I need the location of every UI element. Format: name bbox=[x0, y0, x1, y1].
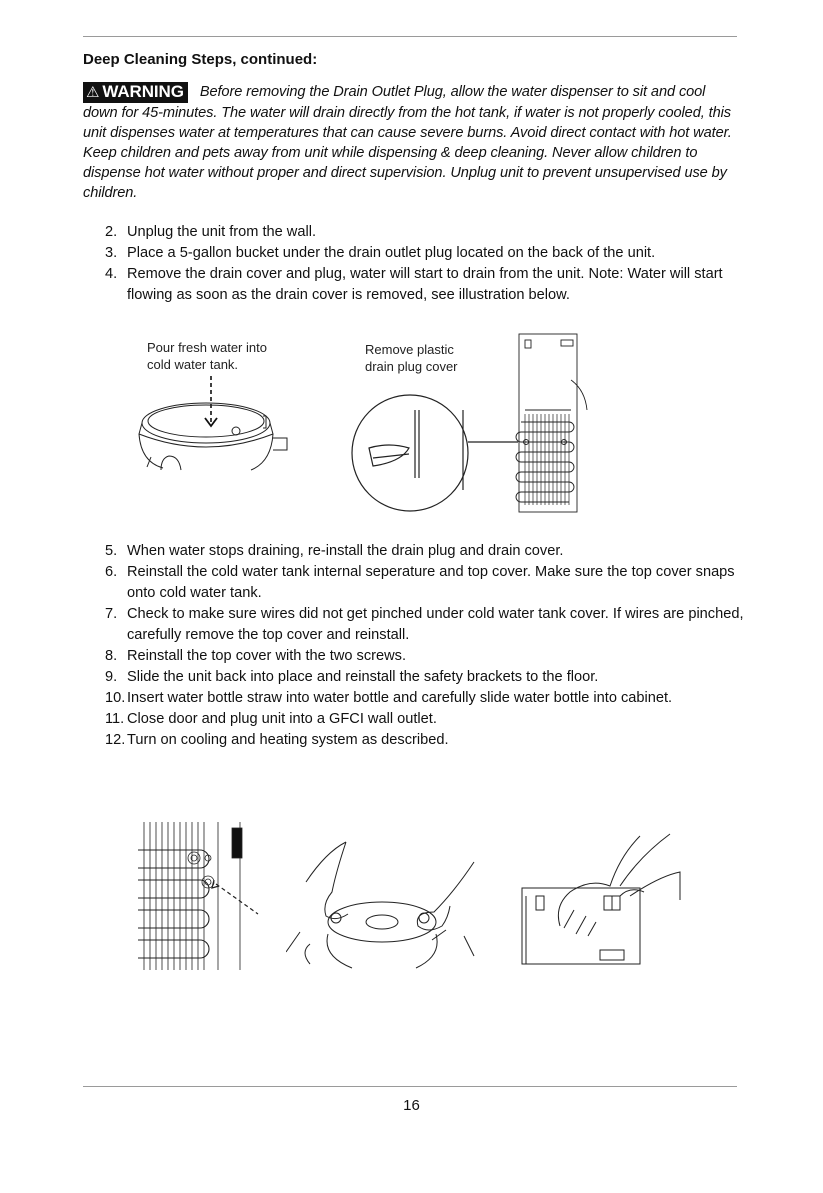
step-number: 2. bbox=[105, 224, 118, 240]
step-number: 6. bbox=[105, 564, 118, 580]
step-item bbox=[105, 222, 745, 243]
steps-list-b bbox=[105, 541, 745, 751]
step-item bbox=[105, 688, 745, 709]
step-item bbox=[105, 604, 745, 646]
step-item bbox=[105, 730, 745, 751]
step-number: 3. bbox=[105, 245, 118, 261]
drain-illustration bbox=[133, 330, 603, 520]
step-text: Check to make sure wires did not get pinched under cold water tank cover. If wires are pinched, carefully remove the top cover and reinstall. bbox=[127, 606, 744, 643]
step-item bbox=[105, 667, 745, 688]
step-number: 4. bbox=[105, 266, 118, 282]
bottom-rule bbox=[83, 1086, 737, 1087]
step-item bbox=[105, 709, 745, 730]
cold-tank-drawing bbox=[139, 403, 287, 470]
step-item bbox=[105, 243, 745, 264]
condenser-illustration bbox=[138, 822, 268, 972]
step-number: 12. bbox=[105, 732, 126, 748]
step-item bbox=[105, 562, 745, 604]
unit-back-drawing bbox=[516, 334, 587, 512]
step-text: Reinstall the top cover with the two screws. bbox=[127, 648, 407, 664]
step-text: Insert water bottle straw into water bottle and carefully slide water bottle into cabinet. bbox=[127, 690, 673, 706]
tank-cover-illustration bbox=[286, 822, 476, 972]
step-text: Reinstall the cold water tank internal seperature and top cover. Make sure the top cover snaps onto cold water tank. bbox=[127, 564, 735, 601]
step-item bbox=[105, 264, 745, 306]
top-rule bbox=[83, 36, 737, 37]
step-text: Place a 5-gallon bucket under the drain outlet plug located on the back of the unit. bbox=[127, 245, 656, 261]
warning-text: Before removing the Drain Outlet Plug, allow the water dispenser to sit and cool down for 45-minutes. The water will drain directly from the hot tank, if water is not properly cooled, this unit dispenses water at temperatures that can cause severe burns. Avoid direct contact with hot water. Keep children and pets away from unit while dispensing & deep cleaning. Never allow children to dispense hot water without proper and direct supervision. Unplug unit to prevent unsupervised use by children. bbox=[83, 84, 732, 201]
step-item bbox=[105, 541, 745, 562]
top-cover-illustration bbox=[520, 826, 690, 966]
label-remove-2: drain plug cover bbox=[365, 359, 458, 374]
step-text: Close door and plug unit into a GFCI wall outlet. bbox=[127, 711, 437, 727]
section-heading: Deep Cleaning Steps, continued: bbox=[83, 51, 318, 68]
step-text: Slide the unit back into place and reinstall the safety brackets to the floor. bbox=[127, 669, 599, 685]
step-number: 7. bbox=[105, 606, 118, 622]
label-remove-1: Remove plastic bbox=[365, 342, 454, 357]
page-number: 16 bbox=[403, 1097, 420, 1114]
step-number: 11. bbox=[105, 711, 125, 727]
warning-triangle-icon: ⚠ bbox=[86, 84, 100, 101]
step-number: 9. bbox=[105, 669, 118, 685]
step-number: 10. bbox=[105, 690, 126, 706]
step-text: Remove the drain cover and plug, water will start to drain from the unit. Note: Water will start flowing as soon as the drain cover is removed, see illustration below. bbox=[127, 266, 723, 303]
label-pour-1: Pour fresh water into bbox=[147, 340, 267, 355]
step-number: 8. bbox=[105, 648, 118, 664]
steps-list-a bbox=[105, 222, 745, 306]
warning-badge-label: WARNING bbox=[102, 82, 184, 101]
step-text: Turn on cooling and heating system as described. bbox=[127, 732, 449, 748]
drain-plug-zoom-drawing bbox=[352, 395, 518, 511]
label-pour-2: cold water tank. bbox=[147, 357, 239, 372]
warning-notice bbox=[83, 82, 743, 203]
step-text: When water stops draining, re-install the drain plug and drain cover. bbox=[127, 543, 564, 559]
step-number: 5. bbox=[105, 543, 118, 559]
warning-badge bbox=[83, 82, 188, 103]
step-item bbox=[105, 646, 745, 667]
step-text: Unplug the unit from the wall. bbox=[127, 224, 317, 240]
